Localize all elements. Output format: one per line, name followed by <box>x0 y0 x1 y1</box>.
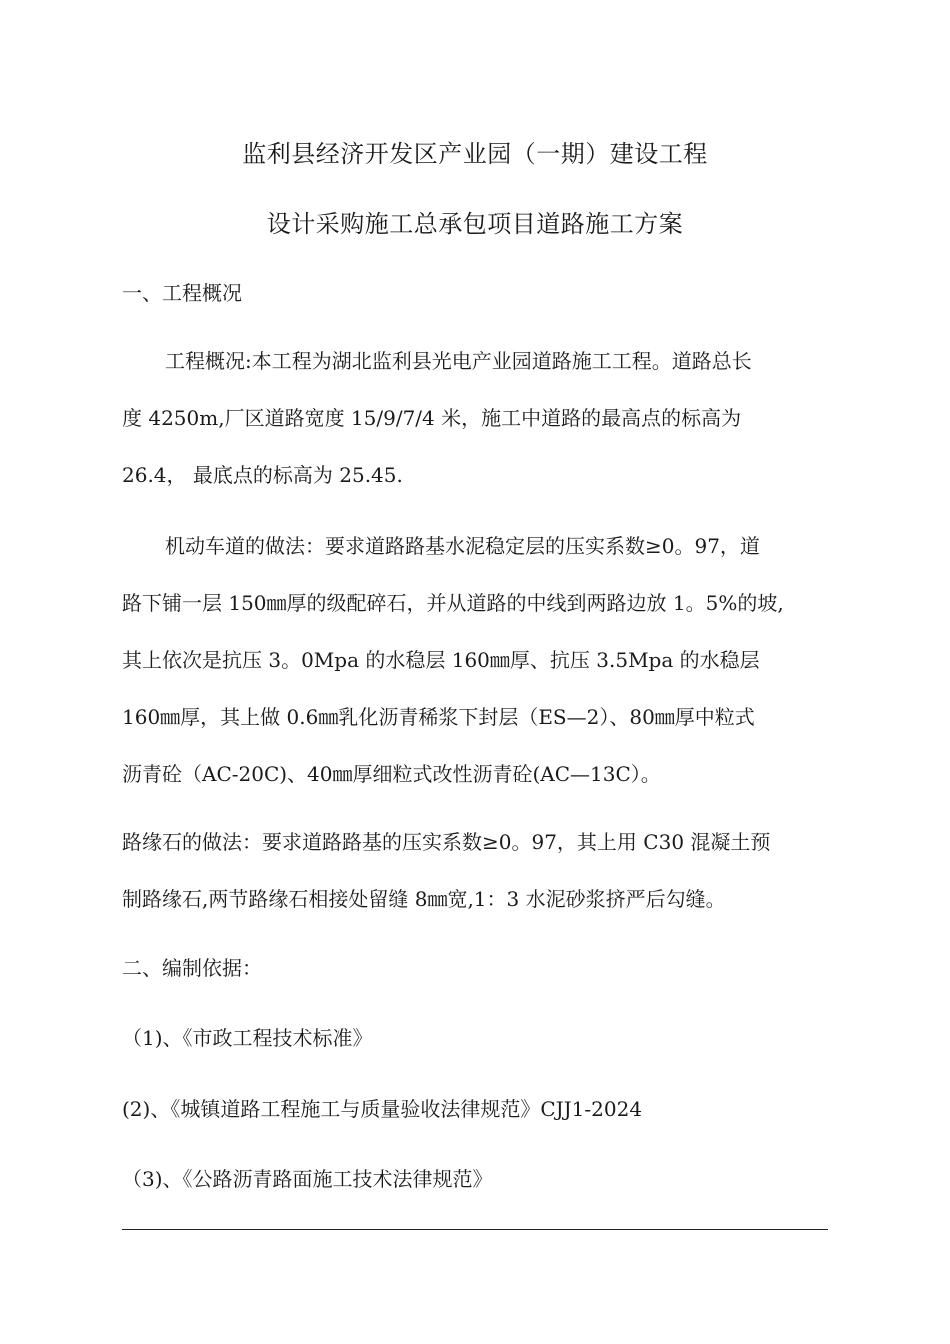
overview-paragraph-line: 工程概况:本工程为湖北监利县光电产业园道路施工工程。道路总长 <box>165 349 752 373</box>
footer-divider <box>122 1229 828 1230</box>
reference-item: （1)、《市政工程技术标准》 <box>122 1026 373 1050</box>
overview-paragraph-line: 26.4， 最底点的标高为 25.45. <box>122 463 403 487</box>
motorway-paragraph-line: 160㎜厚，其上做 0.6㎜乳化沥青稀浆下封层（ES—2）、80㎜厚中粒式 <box>122 705 755 729</box>
section-heading-basis: 二、编制依据： <box>122 956 262 980</box>
motorway-paragraph-line: 其上依次是抗压 3。0Mpa 的水稳层 160㎜厚、抗压 3.5Mpa 的水稳层 <box>122 648 760 672</box>
motorway-paragraph-line: 路下铺一层 150㎜厚的级配碎石，并从道路的中线到两路边放 1。5%的坡, <box>122 591 784 615</box>
document-title-line-1: 监利县经济开发区产业园（一期）建设工程 <box>242 140 708 168</box>
curb-paragraph-line: 路缘石的做法：要求道路路基的压实系数≥0。97，其上用 C30 混凝土预 <box>122 830 771 854</box>
reference-item: （3)、《公路沥青路面施工技术法律规范》 <box>122 1167 493 1191</box>
section-heading-overview: 一、工程概况 <box>122 281 242 305</box>
motorway-paragraph-line: 沥青砼（AC-20C)、40㎜厚细粒式改性沥青砼(AC—13C）。 <box>122 762 661 786</box>
reference-item: (2)、《城镇道路工程施工与质量验收法律规范》CJJ1-2024 <box>122 1097 643 1121</box>
document-title-line-2: 设计采购施工总承包项目道路施工方案 <box>266 210 684 238</box>
overview-paragraph-line: 度 4250m,厂区道路宽度 15/9/7/4 米，施工中道路的最高点的标高为 <box>122 406 742 430</box>
motorway-paragraph-line: 机动车道的做法：要求道路路基水泥稳定层的压实系数≥0。97，道 <box>165 534 760 558</box>
curb-paragraph-line: 制路缘石,两节路缘石相接处留缝 8㎜宽,1：3 水泥砂浆挤严后勾缝。 <box>122 887 726 911</box>
